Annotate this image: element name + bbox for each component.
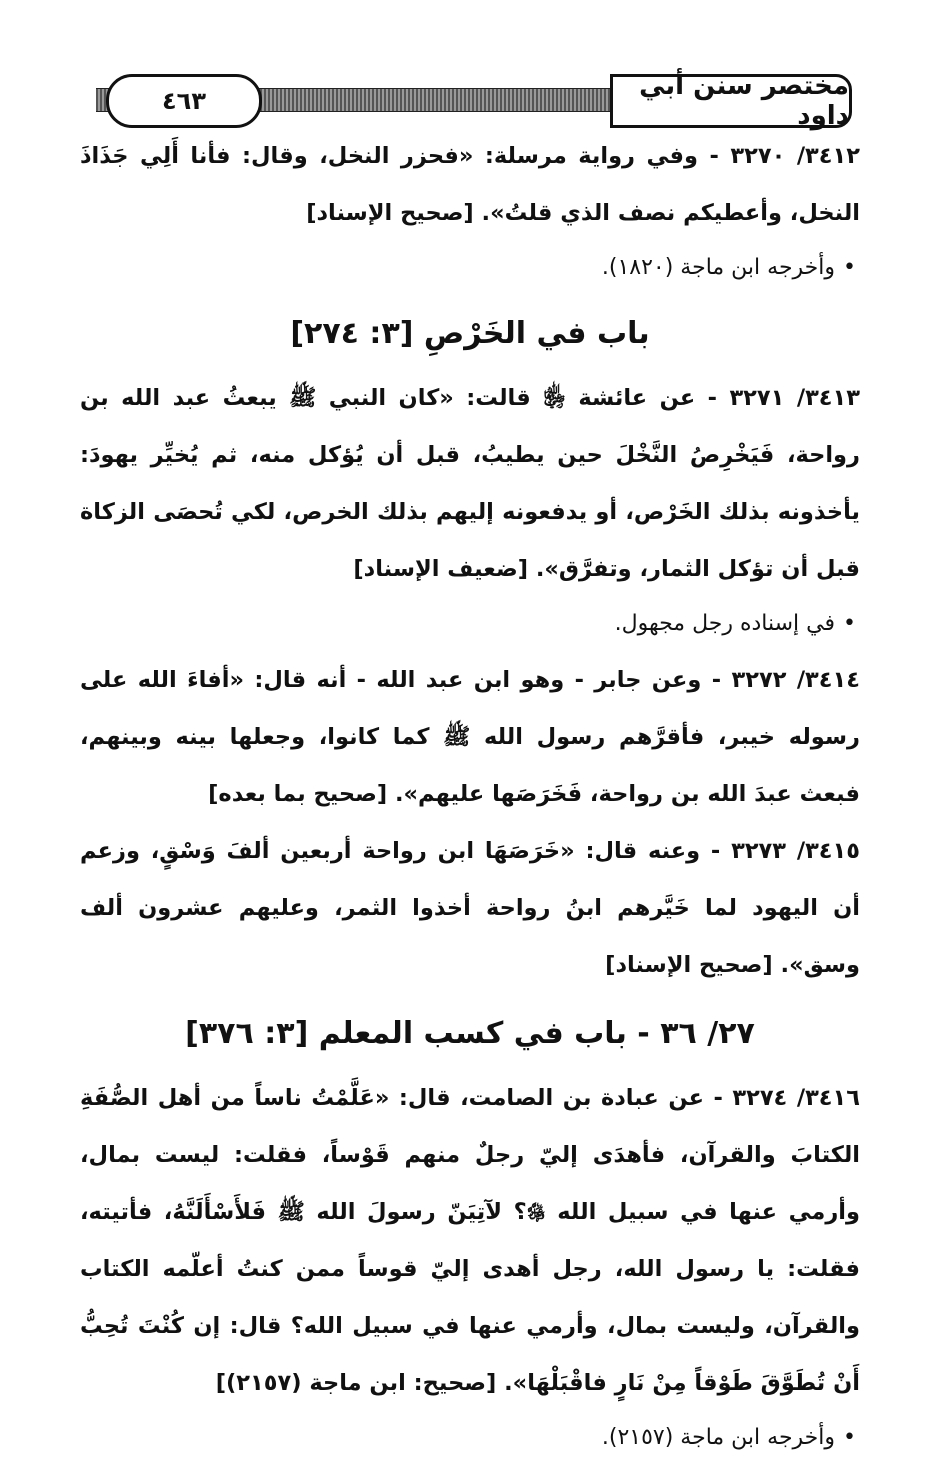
- hadith-3415: ٣٤١٥/ ٣٢٧٣ - وعنه قال: «خَرَصَهَا ابن رواحة أربعين ألفَ وَسْقٍ، وزعم أن اليهود لما خَيَّرهم ابنُ رواحة أخذوا الثمر، وعليهم عشرون ألف وسق». [صحيح الإسناد]: [80, 838, 860, 978]
- book-title-text: مختصر سنن أبي داود: [639, 71, 849, 131]
- note-3412: [80, 242, 860, 294]
- page-number: [106, 74, 262, 128]
- book-title: [610, 71, 852, 131]
- bullet-icon: •: [843, 255, 856, 280]
- note-3413: [80, 598, 860, 650]
- page-number-text: ٤٦٣: [162, 87, 206, 115]
- hadith-3413: ٣٤١٣/ ٣٢٧١ - عن عائشة ﵂ قالت: «كان النبي ﷺ يبعثُ عبد الله بن رواحة، فَيَخْرِصُ النَّخْلَ حين يطيبُ، قبل أن يُؤكل منه، ثم يُخيِّر يهودَ: يأخذونه بذلك الخَرْص، أو يدفعونه إليهم بذلك الخرص، لكي تُحصَى الزكاة قبل أن تؤكل الثمار، وتفرَّق». [ضعيف الإسناد]: [80, 385, 860, 582]
- chapter-heading-kharsh: باب في الخَرْصِ [٣: ٢٧٤]: [290, 316, 650, 351]
- hadith-3412: ٣٤١٢/ ٣٢٧٠ - وفي رواية مرسلة: «فحزر النخل، وقال: فأنا أَلِي جَذَاذَ النخل، وأعطيكم نصف الذي قلتُ». [صحيح الإسناد]: [80, 143, 860, 226]
- note-text: في إسناده رجل مجهول.: [614, 611, 836, 636]
- page-header: [96, 70, 852, 131]
- bullet-icon: •: [843, 1425, 856, 1450]
- chapter-heading-teacher-earnings: ٢٧/ ٣٦ - باب في كسب المعلم [٣: ٣٧٦]: [185, 1016, 755, 1051]
- note-3416: [80, 1412, 860, 1464]
- note-text: وأخرجه ابن ماجة (١٨٢٠).: [601, 255, 836, 280]
- bullet-icon: •: [843, 611, 856, 636]
- page-content: [80, 128, 860, 1466]
- note-text: وأخرجه ابن ماجة (٢١٥٧).: [601, 1425, 836, 1450]
- hadith-3416: ٣٤١٦/ ٣٢٧٤ - عن عبادة بن الصامت، قال: «عَلَّمْتُ ناساً من أهل الصُّفَةِ الكتابَ والقرآن، فأهدَى إليّ رجلٌ منهم قَوْساً، فقلت: ليست بمال، وأرمي عنها في سبيل الله ﷿؟ لآتِيَنّ رسولَ الله ﷺ فَلأَسْأَلَنَّهُ، فأتيته، فقلت: يا رسول الله، رجل أهدى إليّ قوساً ممن كنتُ أعلّمه الكتاب والقرآن، وليست بمال، وأرمي عنها في سبيل الله؟ قال: إن كُنْتَ تُحِبُّ أَنْ تُطَوَّقَ طَوْقاً مِنْ نَارٍ فاقْبَلْهَا». [صحيح: ابن ماجة (٢١٥٧)]: [80, 1085, 860, 1396]
- hadith-3414: ٣٤١٤/ ٣٢٧٢ - وعن جابر - وهو ابن عبد الله - أنه قال: «أفاءَ الله على رسوله خيبر، فأقرَّهم رسول الله ﷺ كما كانوا، وجعلها بينه وبينهم، فبعث عبدَ الله بن رواحة، فَخَرَصَها عليهم». [صحيح بما بعده]: [80, 667, 860, 807]
